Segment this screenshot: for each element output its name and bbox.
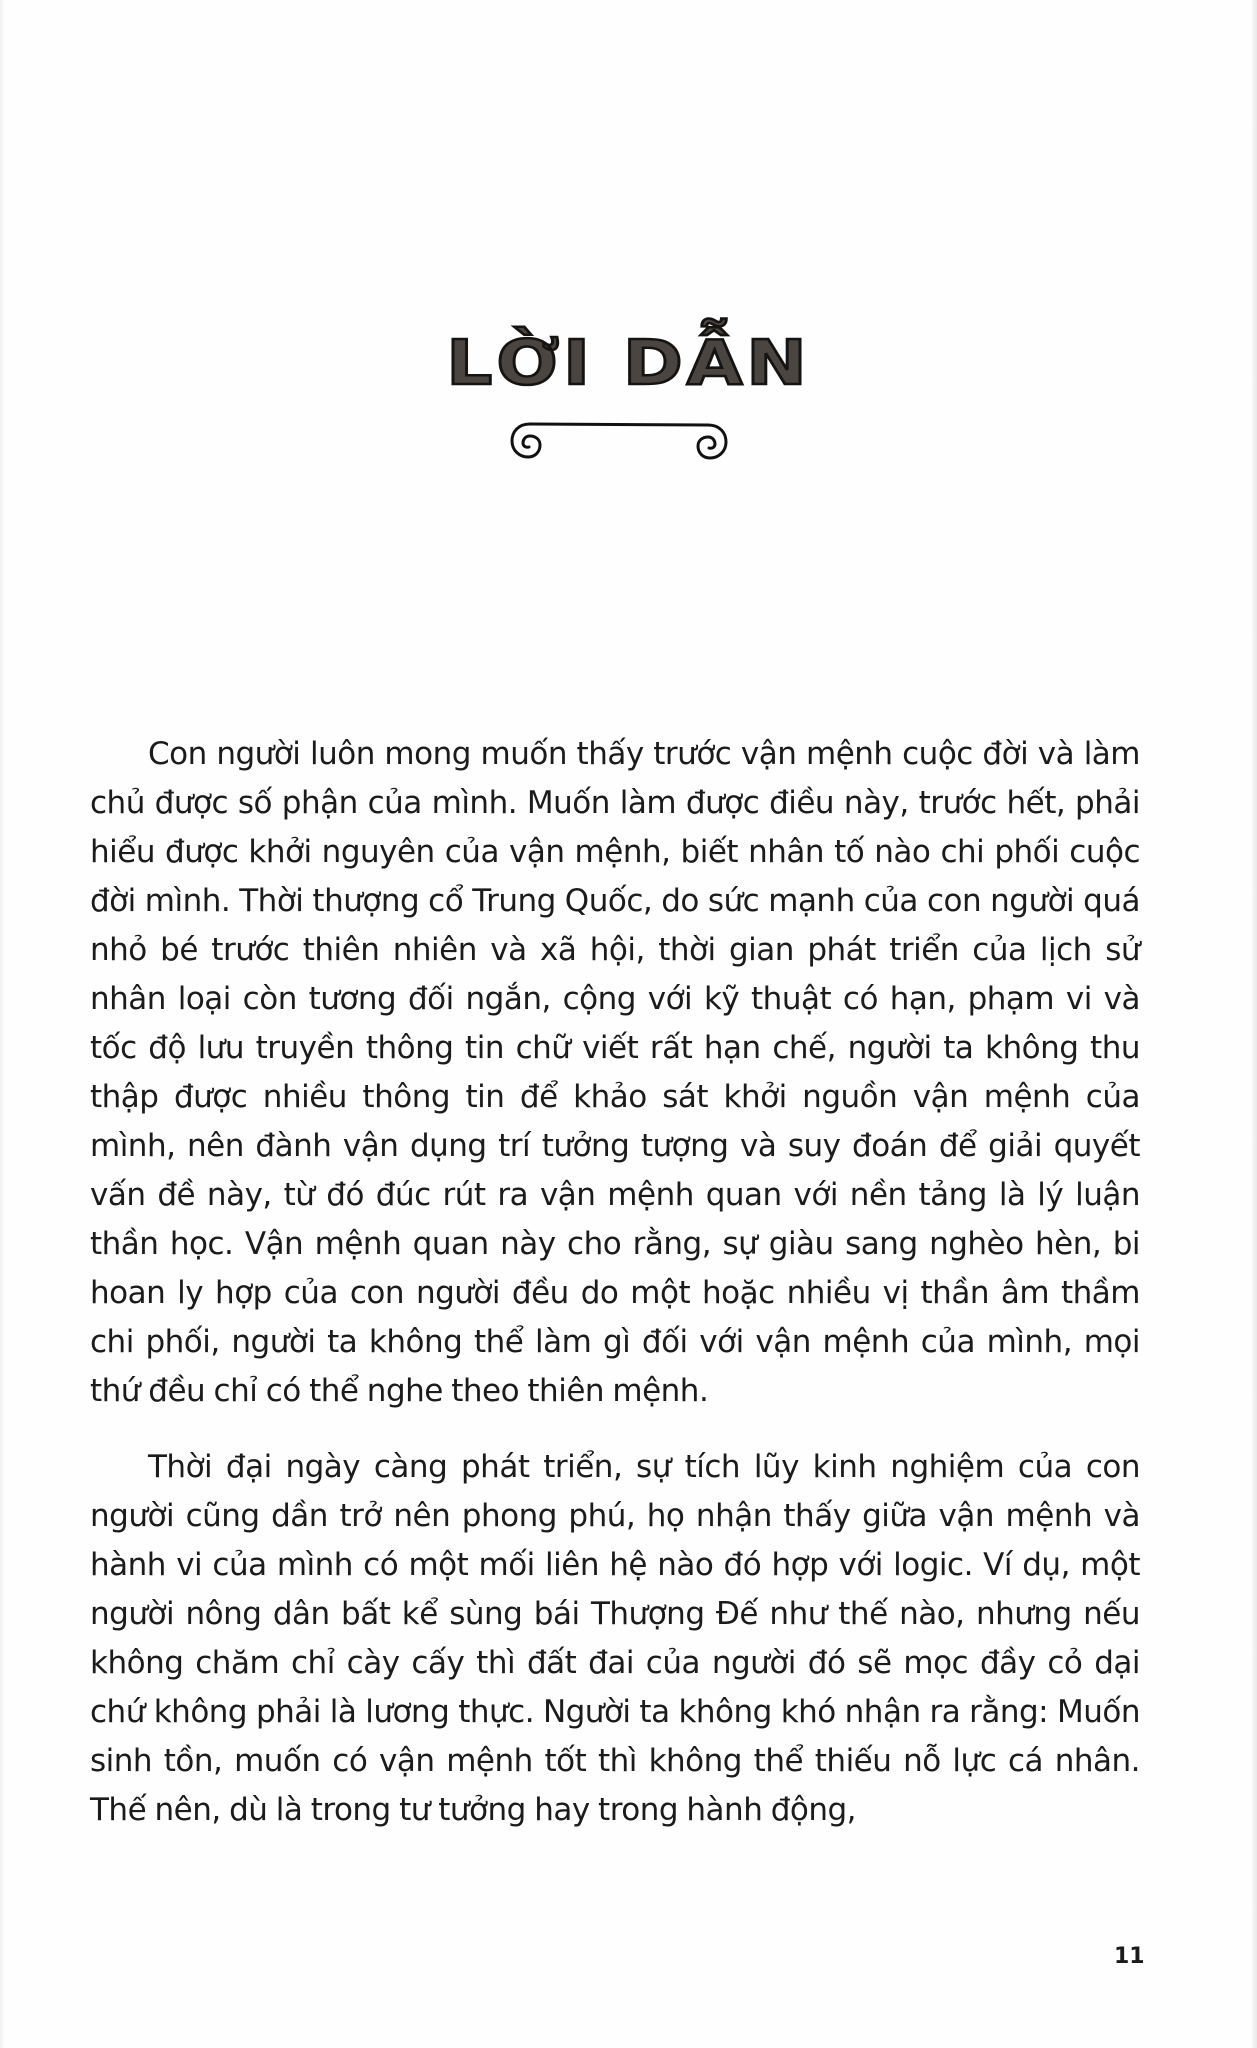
page-number: 11 (1114, 1944, 1145, 1969)
paragraph-1: Con người luôn mong muốn thấy trước vận mệnh cuộc đời và làm chủ được số phận của mình. Muốn làm được điều này, trước hết, phải hiểu được khởi nguyên của vận mệnh, biết nhân tố nào chi phối cuộc đời mình. Thời thượng cổ Trung Quốc, do sức mạnh của con người quá nhỏ bé trước thiên nhiên và xã hội, thời gian phát triển của lịch sử nhân loại còn tương đối ngắn, cộng với kỹ thuật có hạn, phạm vi và tốc độ lưu truyền thông tin chữ viết rất hạn chế, người ta không thu thập được nhiều thông tin để khảo sát khởi nguồn vận mệnh của mình, nên đành vận dụng trí tưởng tượng và suy đoán để giải quyết vấn đề này, từ đó đúc rút ra vận mệnh quan với nền tảng là lý luận thần học. Vận mệnh quan này cho rằng, sự giàu sang nghèo hèn, bi hoan ly hợp của con người đều do một hoặc nhiều vị thần âm thầm chi phối, người ta không thể làm gì đối với vận mệnh của mình, mọi thứ đều chỉ có thể nghe theo thiên mệnh. (90, 736, 1140, 1409)
page-right-edge (1252, 0, 1257, 2048)
page-left-edge (0, 0, 4, 2048)
chapter-title: LỜI DẪN (446, 327, 811, 399)
scroll-divider-icon (508, 416, 730, 460)
paragraph-2: Thời đại ngày càng phát triển, sự tích lũy kinh nghiệm của con người cũng dần trở nên phong phú, họ nhận thấy giữa vận mệnh và hành vi của mình có một mối liên hệ nào đó hợp với logic. Ví dụ, một người nông dân bất kể sùng bái Thượng Đế như thế nào, nhưng nếu không chăm chỉ cày cấy thì đất đai của người đó sẽ mọc đầy cỏ dại chứ không phải là lương thực. Người ta không khó nhận ra rằng: Muốn sinh tồn, muốn có vận mệnh tốt thì không thể thiếu nỗ lực cá nhân. Thế nên, dù là trong tư tưởng hay trong hành động, (90, 1449, 1140, 1828)
body-text (90, 730, 1140, 1835)
